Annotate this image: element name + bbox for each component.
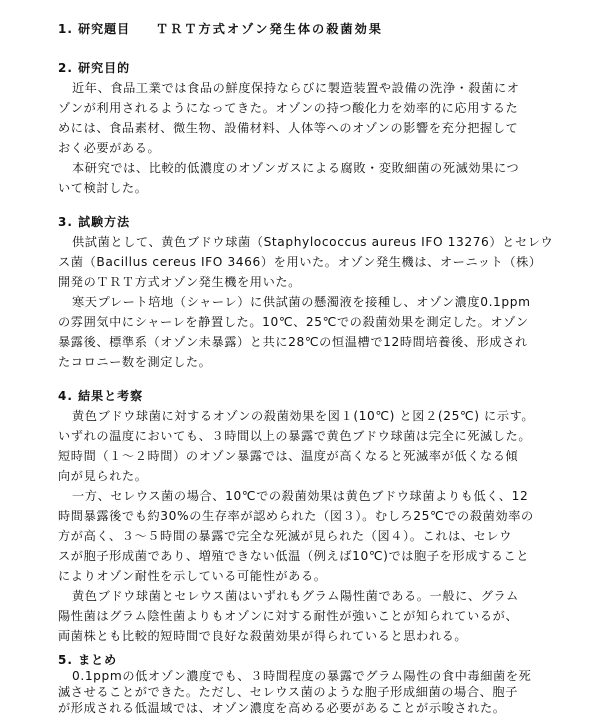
section3-line: たコロニー数を測定した。 bbox=[58, 355, 212, 369]
section3-line: 寒天プレート培地（シャーレ）に供試菌の懸濁液を接種し、オゾン濃度0.1ppm bbox=[72, 295, 531, 309]
section4-heading: 4. 結果と考察 bbox=[58, 389, 144, 403]
section4-line: 黄色ブドウ球菌とセレウス菌はいずれもグラム陽性菌である。一般に、グラム bbox=[72, 589, 519, 603]
section2-line: めには、食品素材、微生物、設備材料、人体等へのオゾンの影響を充分把握して bbox=[58, 121, 519, 135]
section3-line: 供試菌として、黄色ブドウ球菌（Staphylococcus aureus IFO 13276）とセレウ bbox=[72, 235, 554, 249]
section4-line: によりオゾン耐性を示している可能性がある。 bbox=[58, 569, 327, 583]
section4-line: スが胞子形成菌であり、増殖できない低温（例えば10℃)では胞子を形成すること bbox=[58, 549, 530, 563]
section5-heading: 5. まとめ bbox=[58, 653, 118, 667]
section2-line: ゾンが利用されるようになってきた。オゾンの持つ酸化力を効率的に応用するた bbox=[58, 101, 519, 115]
section4-line: 両菌株とも比較的短時間で良好な殺菌効果が得られていると思われる。 bbox=[58, 629, 468, 643]
section2-line: 本研究では、比較的低濃度のオゾンガスによる腐敗・変敗細菌の死滅効果につ bbox=[72, 161, 520, 175]
section4-line: 方が高く、３～５時間の暴露で完全な死滅が見られた（図４）。これは、セレウ bbox=[58, 529, 513, 543]
section5-line: 滅させることができた。ただし、セレウス菌のような胞子形成細菌の場合、胞子 bbox=[58, 685, 518, 699]
section4-line: 一方、セレウス菌の場合、10℃での殺菌効果は黄色ブドウ球菌よりも低く、12 bbox=[72, 489, 529, 503]
section3-line: 開発のＴＲＴ方式オゾン発生機を用いた。 bbox=[58, 275, 301, 289]
section4-line: 黄色ブドウ球菌に対するオゾンの殺菌効果を図１(10℃) と図２(25℃) に示す。 bbox=[72, 409, 535, 423]
section3-line: の雰囲気中にシャーレを静置した。10℃、25℃での殺菌効果を測定した。オゾン bbox=[58, 315, 529, 329]
section2-line: 近年、食品工業では食品の鮮度保持ならびに製造装置や設備の洗浄・殺菌にオ bbox=[72, 81, 520, 95]
section4-line: 時間暴露後でも約30%の生存率が認められた（図３）。むしろ25℃での殺菌効率の bbox=[58, 509, 534, 523]
section2-heading: 2. 研究目的 bbox=[58, 61, 131, 75]
section3-line: ス菌（Bacillus cereus IFO 3466）を用いた。オゾン発生機は、オーニット（株） bbox=[58, 255, 542, 269]
section3-line: 暴露後、標準系（オゾン未暴露）と共に28℃の恒温槽で12時間培養後、形成され bbox=[58, 335, 528, 349]
section2-line: おく必要がある。 bbox=[58, 141, 161, 155]
section5-line: 0.1ppmの低オゾン濃度でも、３時間程度の暴露でグラム陽性の食中毒細菌を死 bbox=[72, 669, 532, 683]
section1-heading: 1. 研究題目 bbox=[58, 22, 131, 36]
section4-line: 短時間（１～２時間）のオゾン暴露では、温度が高くなると死滅率が低くなる傾 bbox=[58, 449, 519, 463]
research-title: ＴＲＴ方式オゾン発生体の殺菌効果 bbox=[156, 22, 383, 36]
section5-line: が形成される低温域では、オゾン濃度を高める必要があることが示唆された。 bbox=[58, 701, 506, 715]
section3-heading: 3. 試験方法 bbox=[58, 215, 131, 229]
section4-line: 陽性菌はグラム陰性菌よりもオゾンに対する耐性が強いことが知られているが、 bbox=[58, 609, 519, 623]
section4-line: 向が見られた。 bbox=[58, 469, 148, 483]
section2-line: いて検討した。 bbox=[58, 181, 148, 195]
section4-line: いずれの温度においても、３時間以上の暴露で黄色ブドウ球菌は完全に死滅した。 bbox=[58, 429, 532, 443]
